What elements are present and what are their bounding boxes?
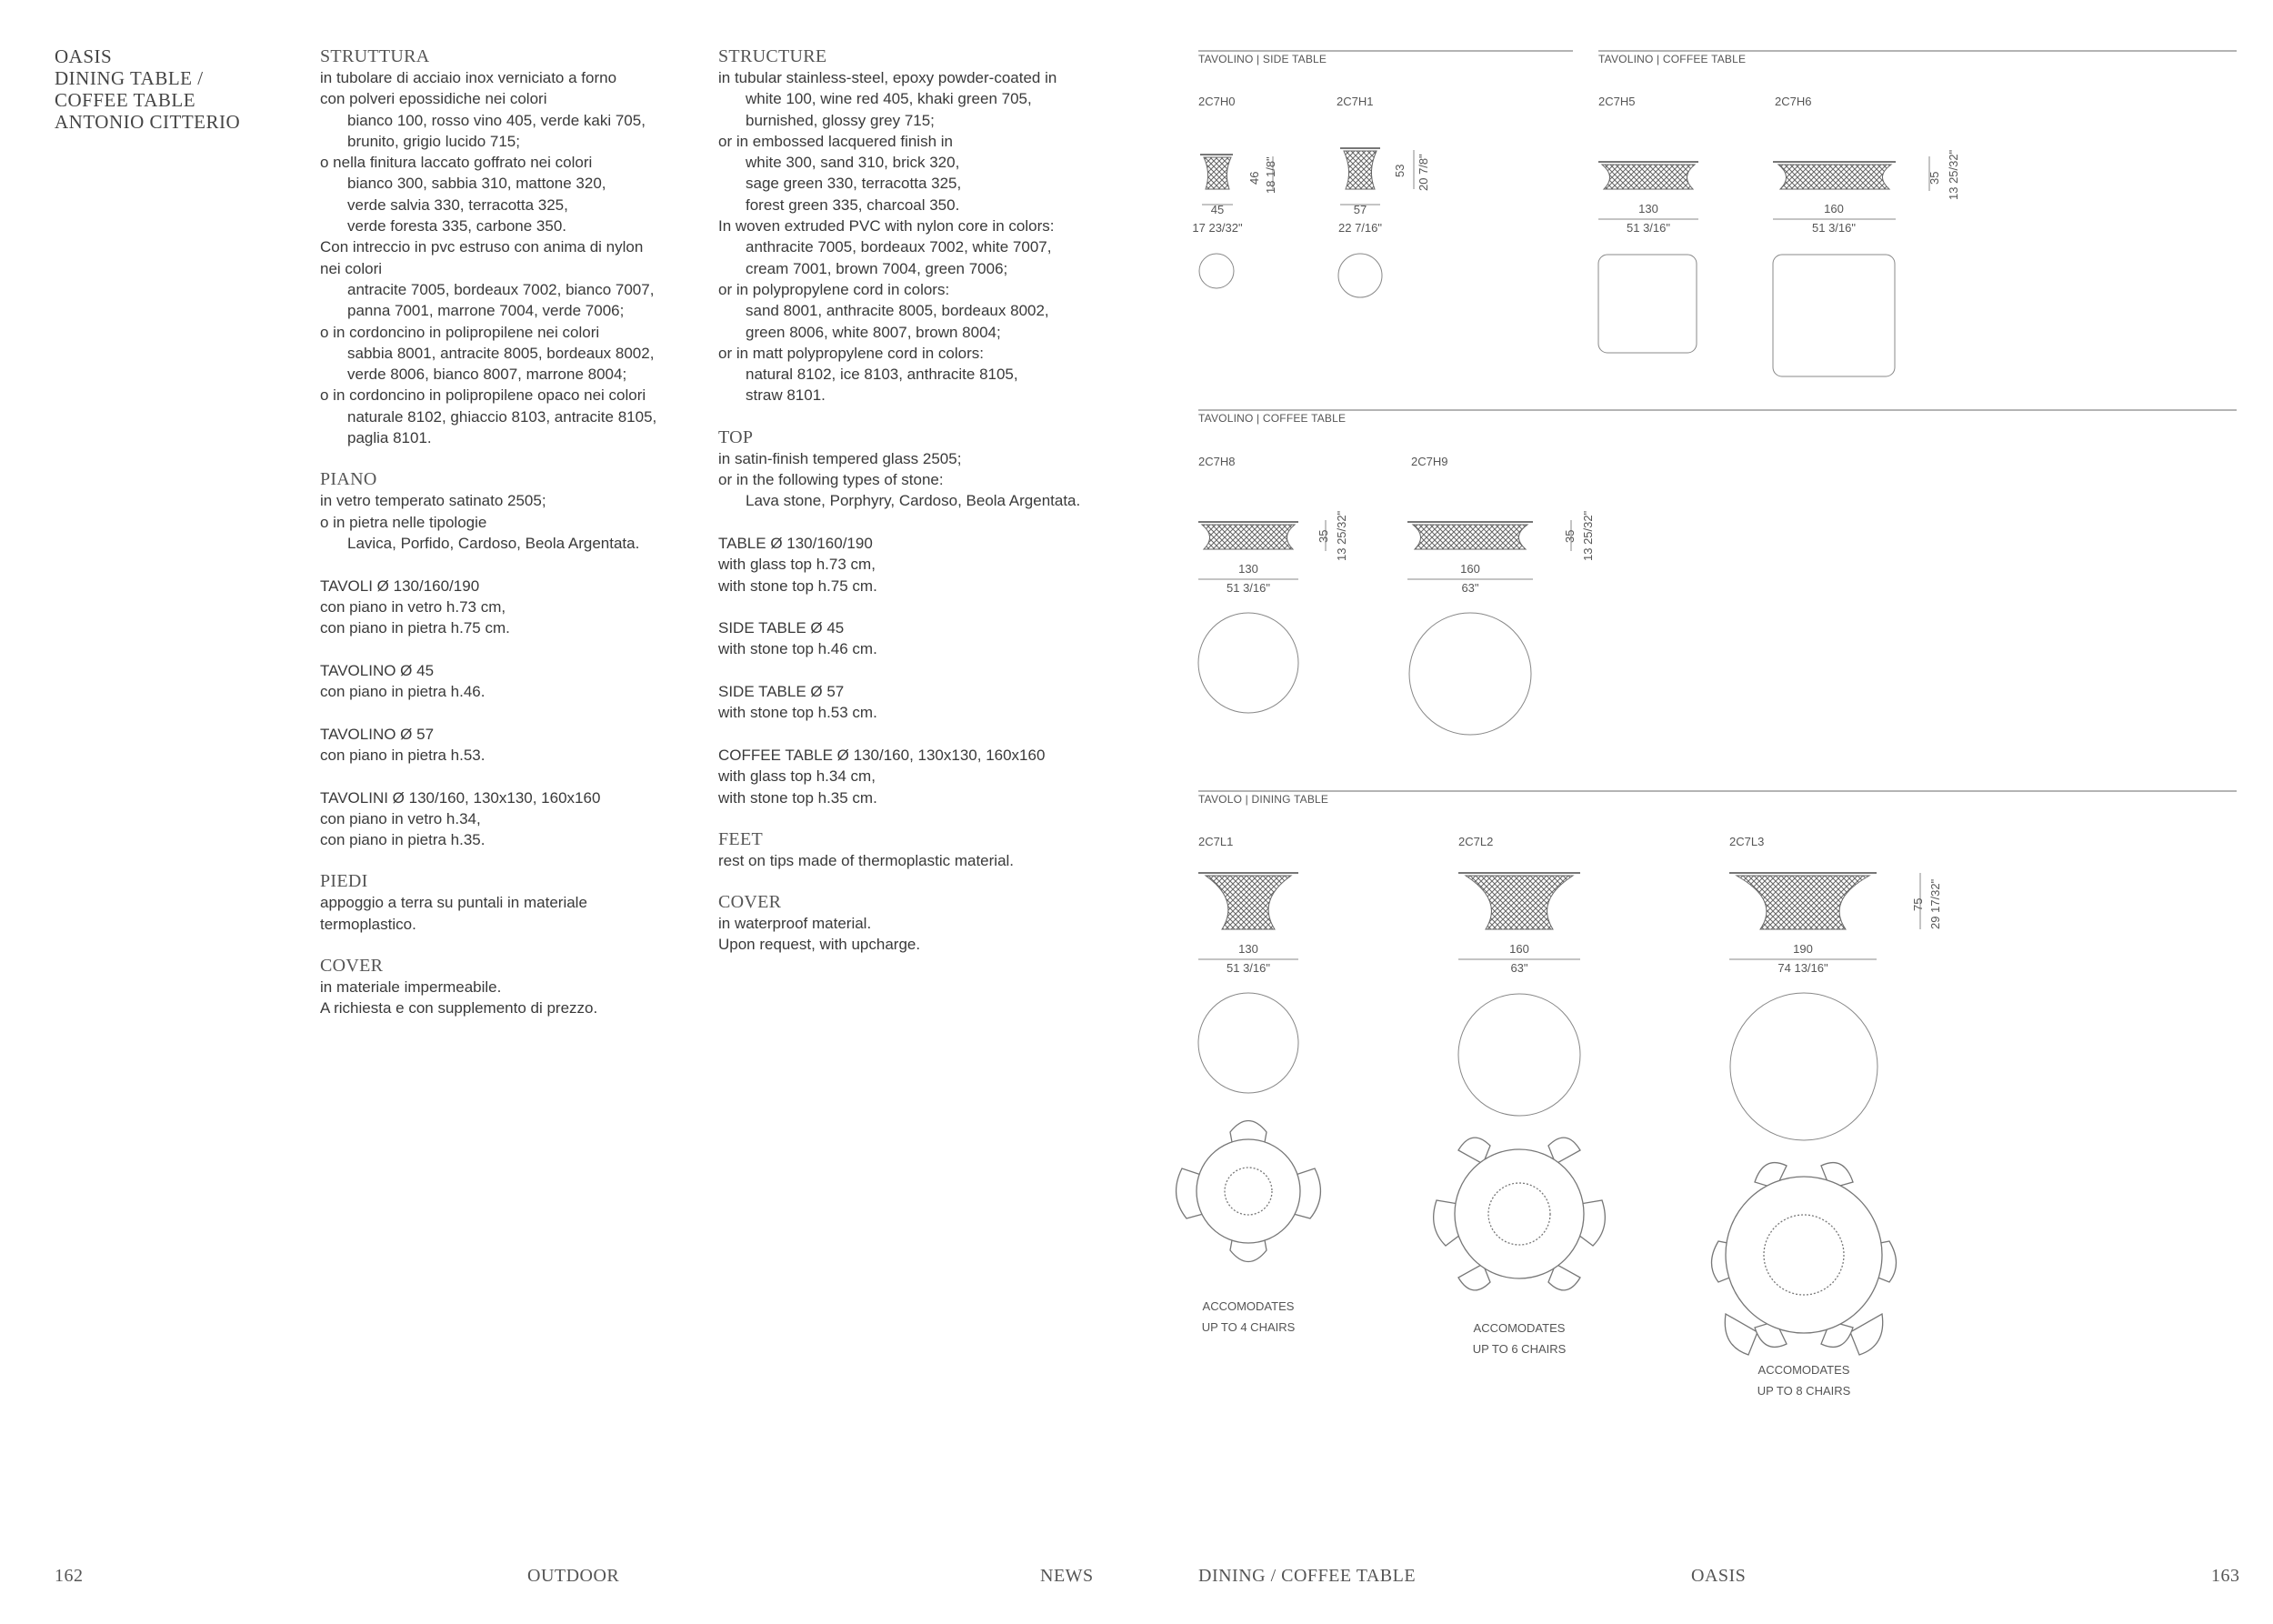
spec-line-indented: bianco 300, sabbia 310, mattone 320, [347, 175, 606, 193]
width-inch: 51 3/16" [1812, 221, 1856, 235]
spec-line-indented: forest green 335, charcoal 350. [746, 195, 960, 214]
spec-line: appoggio a terra su puntali in materiale [320, 894, 587, 912]
spec-line: rest on tips made of thermoplastic material. [718, 851, 1015, 869]
spec-line: con piano in vetro h.34, [320, 809, 481, 827]
side-table-elevation-2C7H0 [1200, 155, 1233, 205]
spec-line: in tubular stainless-steel, epoxy powder-coated in [718, 69, 1057, 86]
height-cm: 75 [1911, 897, 1925, 911]
spec-line: with glass top h.34 cm, [718, 767, 876, 786]
spec-line: Con intreccio in pvc estruso con anima di nylon [320, 238, 644, 256]
width-inch: 63" [1461, 581, 1479, 595]
title-line: COFFEE TABLE [55, 89, 196, 111]
spec-line-indented: paglia 8101. [347, 429, 432, 447]
product-code: 2C7L1 [1198, 835, 1234, 848]
spec-line-indented: brunito, grigio lucido 715; [347, 132, 520, 150]
side-table-top-2C7H1 [1338, 254, 1382, 297]
spec-line-indented: antracite 7005, bordeaux 7002, bianco 7007, [347, 280, 655, 298]
height-cm: 46 [1247, 171, 1261, 185]
page-number-left: 162 [55, 1566, 84, 1586]
spec-line: con piano in pietra h.75 cm. [320, 619, 510, 637]
height-inch: 13 25/32" [1335, 510, 1348, 561]
capacity-note [1731, 1359, 1877, 1401]
footer-product-name: OASIS [1691, 1566, 1747, 1586]
spec-line: con piano in pietra h.53. [320, 746, 486, 764]
product-code: 2C7H1 [1337, 95, 1374, 108]
width-cm: 130 [1238, 562, 1258, 576]
spec-line: TAVOLINO Ø 57 [320, 725, 435, 743]
chair-layout-6 [1434, 1138, 1606, 1290]
width-cm: 130 [1238, 942, 1258, 956]
width-cm: 160 [1509, 942, 1529, 956]
spec-line: o nella finitura laccato goffrato nei colori [320, 154, 593, 172]
capacity-line: ACCOMODATES [1473, 1321, 1566, 1335]
spec-line-indented: green 8006, white 8007, brown 8004; [746, 323, 1001, 341]
side-table-top-2C7H0 [1199, 254, 1234, 288]
spec-line: or in polypropylene cord in colors: [718, 280, 950, 298]
spec-line-indented: natural 8102, ice 8103, anthracite 8105, [746, 366, 1018, 384]
spec-line-indented: Lavica, Porfido, Cardoso, Beola Argentata. [347, 534, 640, 552]
section-heading: PIANO [320, 469, 377, 490]
width-cm: 45 [1210, 203, 1225, 216]
spec-line: o in cordoncino in polipropilene nei colori [320, 323, 600, 341]
product-code: 2C7L3 [1729, 835, 1765, 848]
section-label-side-table: TAVOLINO | SIDE TABLE [1198, 53, 1327, 65]
spec-line: con polveri epossidiche nei colori [320, 90, 547, 108]
width-cm: 130 [1638, 202, 1658, 216]
chair-layout-8 [1712, 1163, 1897, 1355]
dining-table-elevation-2C7L3 [1729, 873, 1877, 1140]
spec-line: with stone top h.46 cm. [718, 640, 877, 658]
spec-line-indented: sand 8001, anthracite 8005, bordeaux 8002, [746, 302, 1049, 320]
height-inch: 29 17/32" [1928, 878, 1942, 929]
height-cm: 35 [1928, 171, 1941, 185]
section-heading: TOP [718, 426, 754, 447]
spec-line: in vetro temperato satinato 2505; [320, 492, 546, 510]
height-cm: 35 [1317, 529, 1330, 543]
spec-line: in tubolare di acciaio inox verniciato a forno [320, 69, 617, 86]
height-inch: 20 7/8" [1417, 154, 1430, 191]
coffee-table-elevation-2C7H5 [1598, 162, 1698, 353]
spec-line-indented: verde 8006, bianco 8007, marrone 8004; [347, 366, 627, 384]
product-code: 2C7L2 [1458, 835, 1494, 848]
page-number-right: 163 [2211, 1566, 2240, 1586]
spec-line: COFFEE TABLE Ø 130/160, 130x130, 160x160 [718, 746, 1046, 764]
coffee-table-elevation-2C7H6 [1773, 162, 1896, 376]
spec-line: termoplastico. [320, 915, 416, 933]
spec-line-indented: burnished, glossy grey 715; [746, 111, 935, 129]
spec-line: TAVOLI Ø 130/160/190 [320, 576, 480, 595]
section-label-coffee-table: TAVOLINO | COFFEE TABLE [1198, 412, 1347, 425]
spec-line: or in the following types of stone: [718, 471, 944, 489]
width-cm: 190 [1793, 942, 1813, 956]
spec-line: with glass top h.73 cm, [718, 556, 876, 574]
spec-line: or in matt polypropylene cord in colors: [718, 344, 984, 362]
side-table-elevation-2C7H1 [1340, 148, 1380, 205]
capacity-note [1176, 1296, 1321, 1338]
spec-line: or in embossed lacquered finish in [718, 132, 953, 150]
spec-line: TAVOLINO Ø 45 [320, 661, 435, 679]
spec-line: In woven extruded PVC with nylon core in colors: [718, 217, 1055, 236]
section-heading: PIEDI [320, 871, 368, 892]
spec-line: with stone top h.75 cm. [718, 576, 877, 595]
spec-line-indented: cream 7001, brown 7004, green 7006; [746, 259, 1008, 277]
width-inch: 51 3/16" [1627, 221, 1670, 235]
section-heading: STRUTTURA [320, 46, 430, 66]
spec-line-indented: bianco 100, rosso vino 405, verde kaki 705, [347, 111, 646, 129]
section-heading: STRUCTURE [718, 46, 827, 66]
width-inch: 63" [1510, 961, 1528, 975]
footer-section: OUTDOOR [527, 1566, 620, 1586]
title-line: ANTONIO CITTERIO [55, 111, 241, 133]
section-label-coffee-table: TAVOLINO | COFFEE TABLE [1598, 53, 1747, 65]
product-code: 2C7H6 [1775, 95, 1812, 108]
spec-line-indented: Lava stone, Porphyry, Cardoso, Beola Argentata. [746, 492, 1081, 510]
title-line: OASIS [55, 45, 113, 67]
spec-line: in satin-finish tempered glass 2505; [718, 449, 962, 467]
width-cm: 57 [1353, 203, 1367, 216]
capacity-note [1447, 1318, 1592, 1359]
height-cm: 53 [1393, 164, 1407, 177]
width-cm: 160 [1460, 562, 1480, 576]
section-heading: COVER [718, 892, 782, 913]
dining-table-elevation-2C7L2 [1458, 873, 1580, 1116]
product-code: 2C7H8 [1198, 455, 1236, 468]
height-inch: 13 25/32" [1581, 510, 1595, 561]
dining-table-elevation-2C7L1 [1198, 873, 1298, 1093]
height-cm: 35 [1563, 529, 1577, 543]
spec-line: in materiale impermeabile. [320, 977, 502, 996]
width-inch: 51 3/16" [1227, 581, 1270, 595]
spec-line-indented: sage green 330, terracotta 325, [746, 175, 962, 193]
spec-line: with stone top h.53 cm. [718, 704, 877, 722]
coffee-table-elevation-2C7H8 [1198, 522, 1298, 713]
section-label-dining-table: TAVOLO | DINING TABLE [1198, 793, 1329, 806]
footer-product-type: DINING / COFFEE TABLE [1198, 1566, 1417, 1586]
spec-line-indented: anthracite 7005, bordeaux 7002, white 7007, [746, 238, 1052, 256]
chair-layout-4 [1177, 1121, 1321, 1262]
spec-line: TABLE Ø 130/160/190 [718, 534, 873, 552]
capacity-line: ACCOMODATES [1202, 1299, 1295, 1313]
capacity-line: UP TO 4 CHAIRS [1201, 1320, 1296, 1334]
product-code: 2C7H5 [1598, 95, 1636, 108]
spec-line: o in pietra nelle tipologie [320, 513, 487, 531]
section-heading: COVER [320, 955, 384, 976]
spec-line: SIDE TABLE Ø 57 [718, 683, 845, 701]
section-heading: FEET [718, 828, 763, 849]
width-cm: 160 [1824, 202, 1844, 216]
title-line: DINING TABLE / [55, 67, 204, 89]
spec-line: Upon request, with upcharge. [718, 936, 921, 954]
spec-line-indented: panna 7001, marrone 7004, verde 7006; [347, 302, 625, 320]
width-inch: 51 3/16" [1227, 961, 1270, 975]
spec-line: con piano in vetro h.73 cm, [320, 597, 506, 616]
product-code: 2C7H9 [1411, 455, 1448, 468]
spec-line-indented: verde salvia 330, terracotta 325, [347, 195, 568, 214]
width-inch: 22 7/16" [1338, 221, 1382, 235]
spec-line: con piano in pietra h.46. [320, 683, 486, 701]
spec-line-indented: sabbia 8001, antracite 8005, bordeaux 8002, [347, 344, 655, 362]
coffee-table-elevation-2C7H9 [1407, 522, 1533, 735]
footer-category: NEWS [1040, 1566, 1094, 1586]
width-inch: 74 13/16" [1777, 961, 1828, 975]
spec-line-indented: white 100, wine red 405, khaki green 705, [746, 90, 1032, 108]
width-inch: 17 23/32" [1192, 221, 1243, 235]
spec-line-indented: white 300, sand 310, brick 320, [746, 154, 960, 172]
spec-line-indented: straw 8101. [746, 386, 826, 405]
spec-line: nei colori [320, 259, 383, 277]
spec-line: A richiesta e con supplemento di prezzo. [320, 999, 598, 1018]
capacity-line: ACCOMODATES [1757, 1363, 1850, 1377]
spec-line: con piano in pietra h.35. [320, 831, 486, 849]
height-inch: 18 1/8" [1264, 156, 1277, 194]
spec-line: TAVOLINI Ø 130/160, 130x130, 160x160 [320, 788, 601, 807]
spec-line: o in cordoncino in polipropilene opaco nei colori [320, 386, 646, 405]
product-code: 2C7H0 [1198, 95, 1236, 108]
spec-line: with stone top h.35 cm. [718, 788, 877, 807]
spec-line: SIDE TABLE Ø 45 [718, 619, 845, 637]
capacity-line: UP TO 6 CHAIRS [1472, 1342, 1567, 1356]
capacity-line: UP TO 8 CHAIRS [1757, 1384, 1851, 1398]
spec-line: in waterproof material. [718, 915, 872, 933]
spec-line-indented: naturale 8102, ghiaccio 8103, antracite 8105, [347, 407, 657, 426]
height-inch: 13 25/32" [1947, 149, 1960, 200]
spec-line-indented: verde foresta 335, carbone 350. [347, 217, 566, 236]
